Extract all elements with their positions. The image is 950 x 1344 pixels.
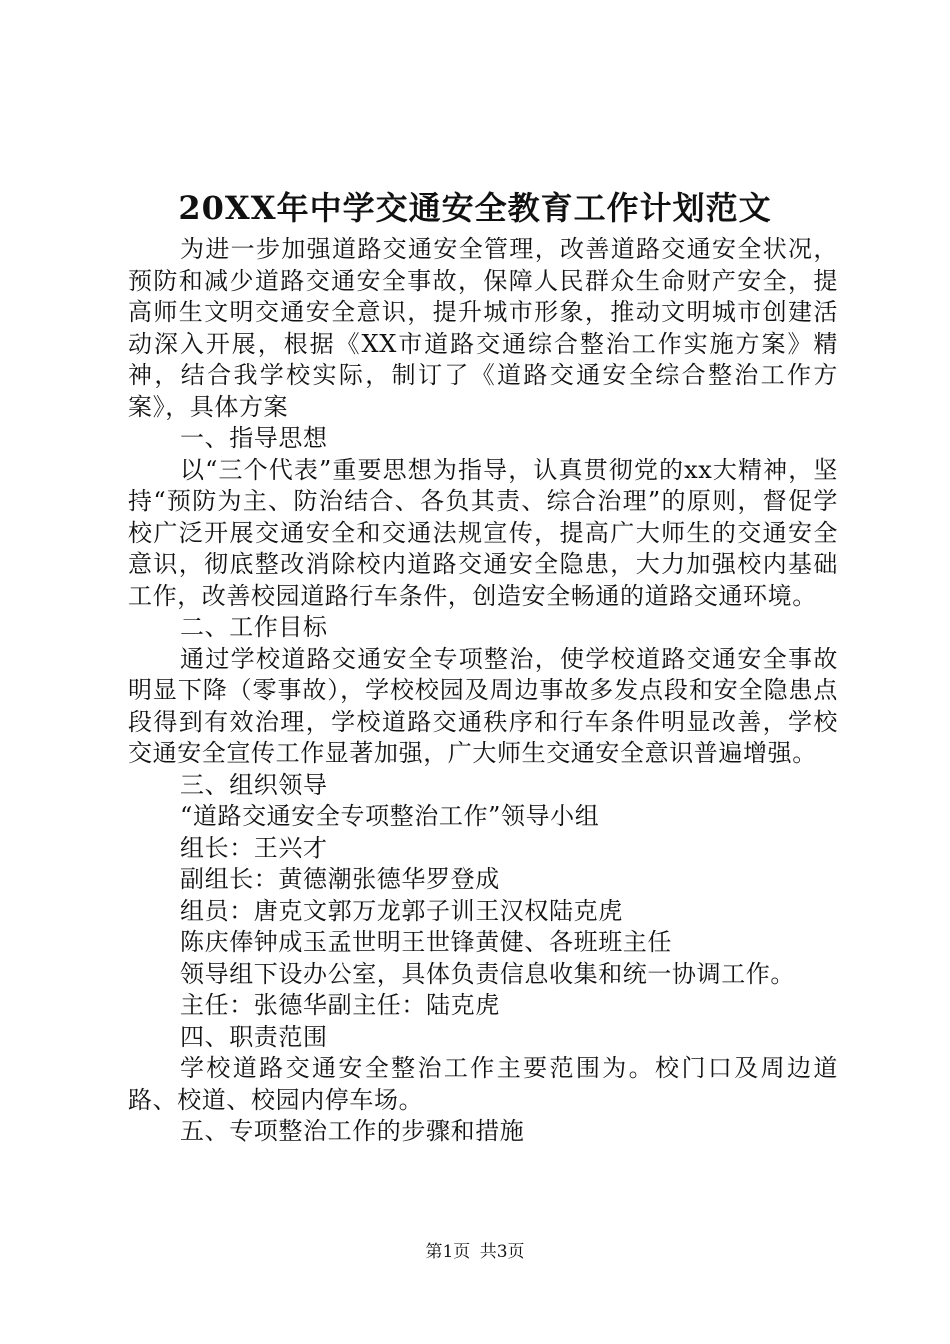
office-description-line: 领导组下设办公室，具体负责信息收集和统一协调工作。 — [180, 959, 795, 988]
deputy-leader-line: 副组长：黄德潮张德华罗登成 — [180, 865, 500, 893]
work-goals-paragraph: 通过学校道路交通安全专项整治，使学校道路交通安全事故明显下降（零事故），学校校园及周边事故多发点段和安全隐患点段得到有效治理，学校道路交通秩序和行车条件明显改善，学校交通安全宣传工作显著加强，广大师生交通安全意识普遍增强。 — [128, 644, 838, 767]
page-total: 共3页 — [479, 1242, 525, 1262]
scope-paragraph: 学校道路交通安全整治工作主要范围为。校门口及周边道路、校道、校园内停车场。 — [128, 1054, 838, 1114]
document-title: 20XX年中学交通安全教育工作计划范文 — [178, 189, 772, 227]
section-heading-guiding-ideology: 一、指导思想 — [180, 424, 328, 452]
page-footer — [0, 1240, 950, 1264]
members-continued-line: 陈庆俸钟成玉孟世明王世锋黄健、各班班主任 — [180, 928, 672, 956]
members-line: 组员：唐克文郭万龙郭子训王汉权陆克虎 — [180, 896, 623, 925]
page-number: 第1页 — [425, 1242, 471, 1262]
section-heading-work-goals: 二、工作目标 — [180, 613, 328, 641]
intro-paragraph: 为进一步加强道路交通安全管理，改善道路交通安全状况，预防和减少道路交通安全事故，保障人民群众生命财产安全，提高师生文明交通安全意识，提升城市形象，推动文明城市创建活动深入开展，根据《XX市道路交通综合整治工作实施方案》精神，结合我学校实际，制订了《道路交通安全综合整治工作方案》，具体方案 — [128, 235, 838, 421]
section-heading-organization: 三、组织领导 — [180, 770, 328, 799]
section-heading-steps-measures: 五、专项整治工作的步骤和措施 — [180, 1117, 525, 1145]
group-leader-line: 组长：王兴才 — [180, 833, 328, 862]
section-heading-scope: 四、职责范围 — [180, 1022, 328, 1051]
leadership-group-name: “道路交通安全专项整治工作”领导小组 — [180, 802, 600, 830]
document-body — [128, 234, 838, 1148]
director-line: 主任：张德华副主任：陆克虎 — [180, 991, 500, 1019]
guiding-ideology-paragraph: 以“三个代表”重要思想为指导，认真贯彻党的xx大精神，坚持“预防为主、防治结合、各负其责、综合治理”的原则，督促学校广泛开展交通安全和交通法规宣传，提高广大师生的交通安全意识，彻底整改消除校内道路交通安全隐患，大力加强校内基础工作，改善校园道路行车条件，创造安全畅通的道路交通环境。 — [128, 455, 838, 610]
